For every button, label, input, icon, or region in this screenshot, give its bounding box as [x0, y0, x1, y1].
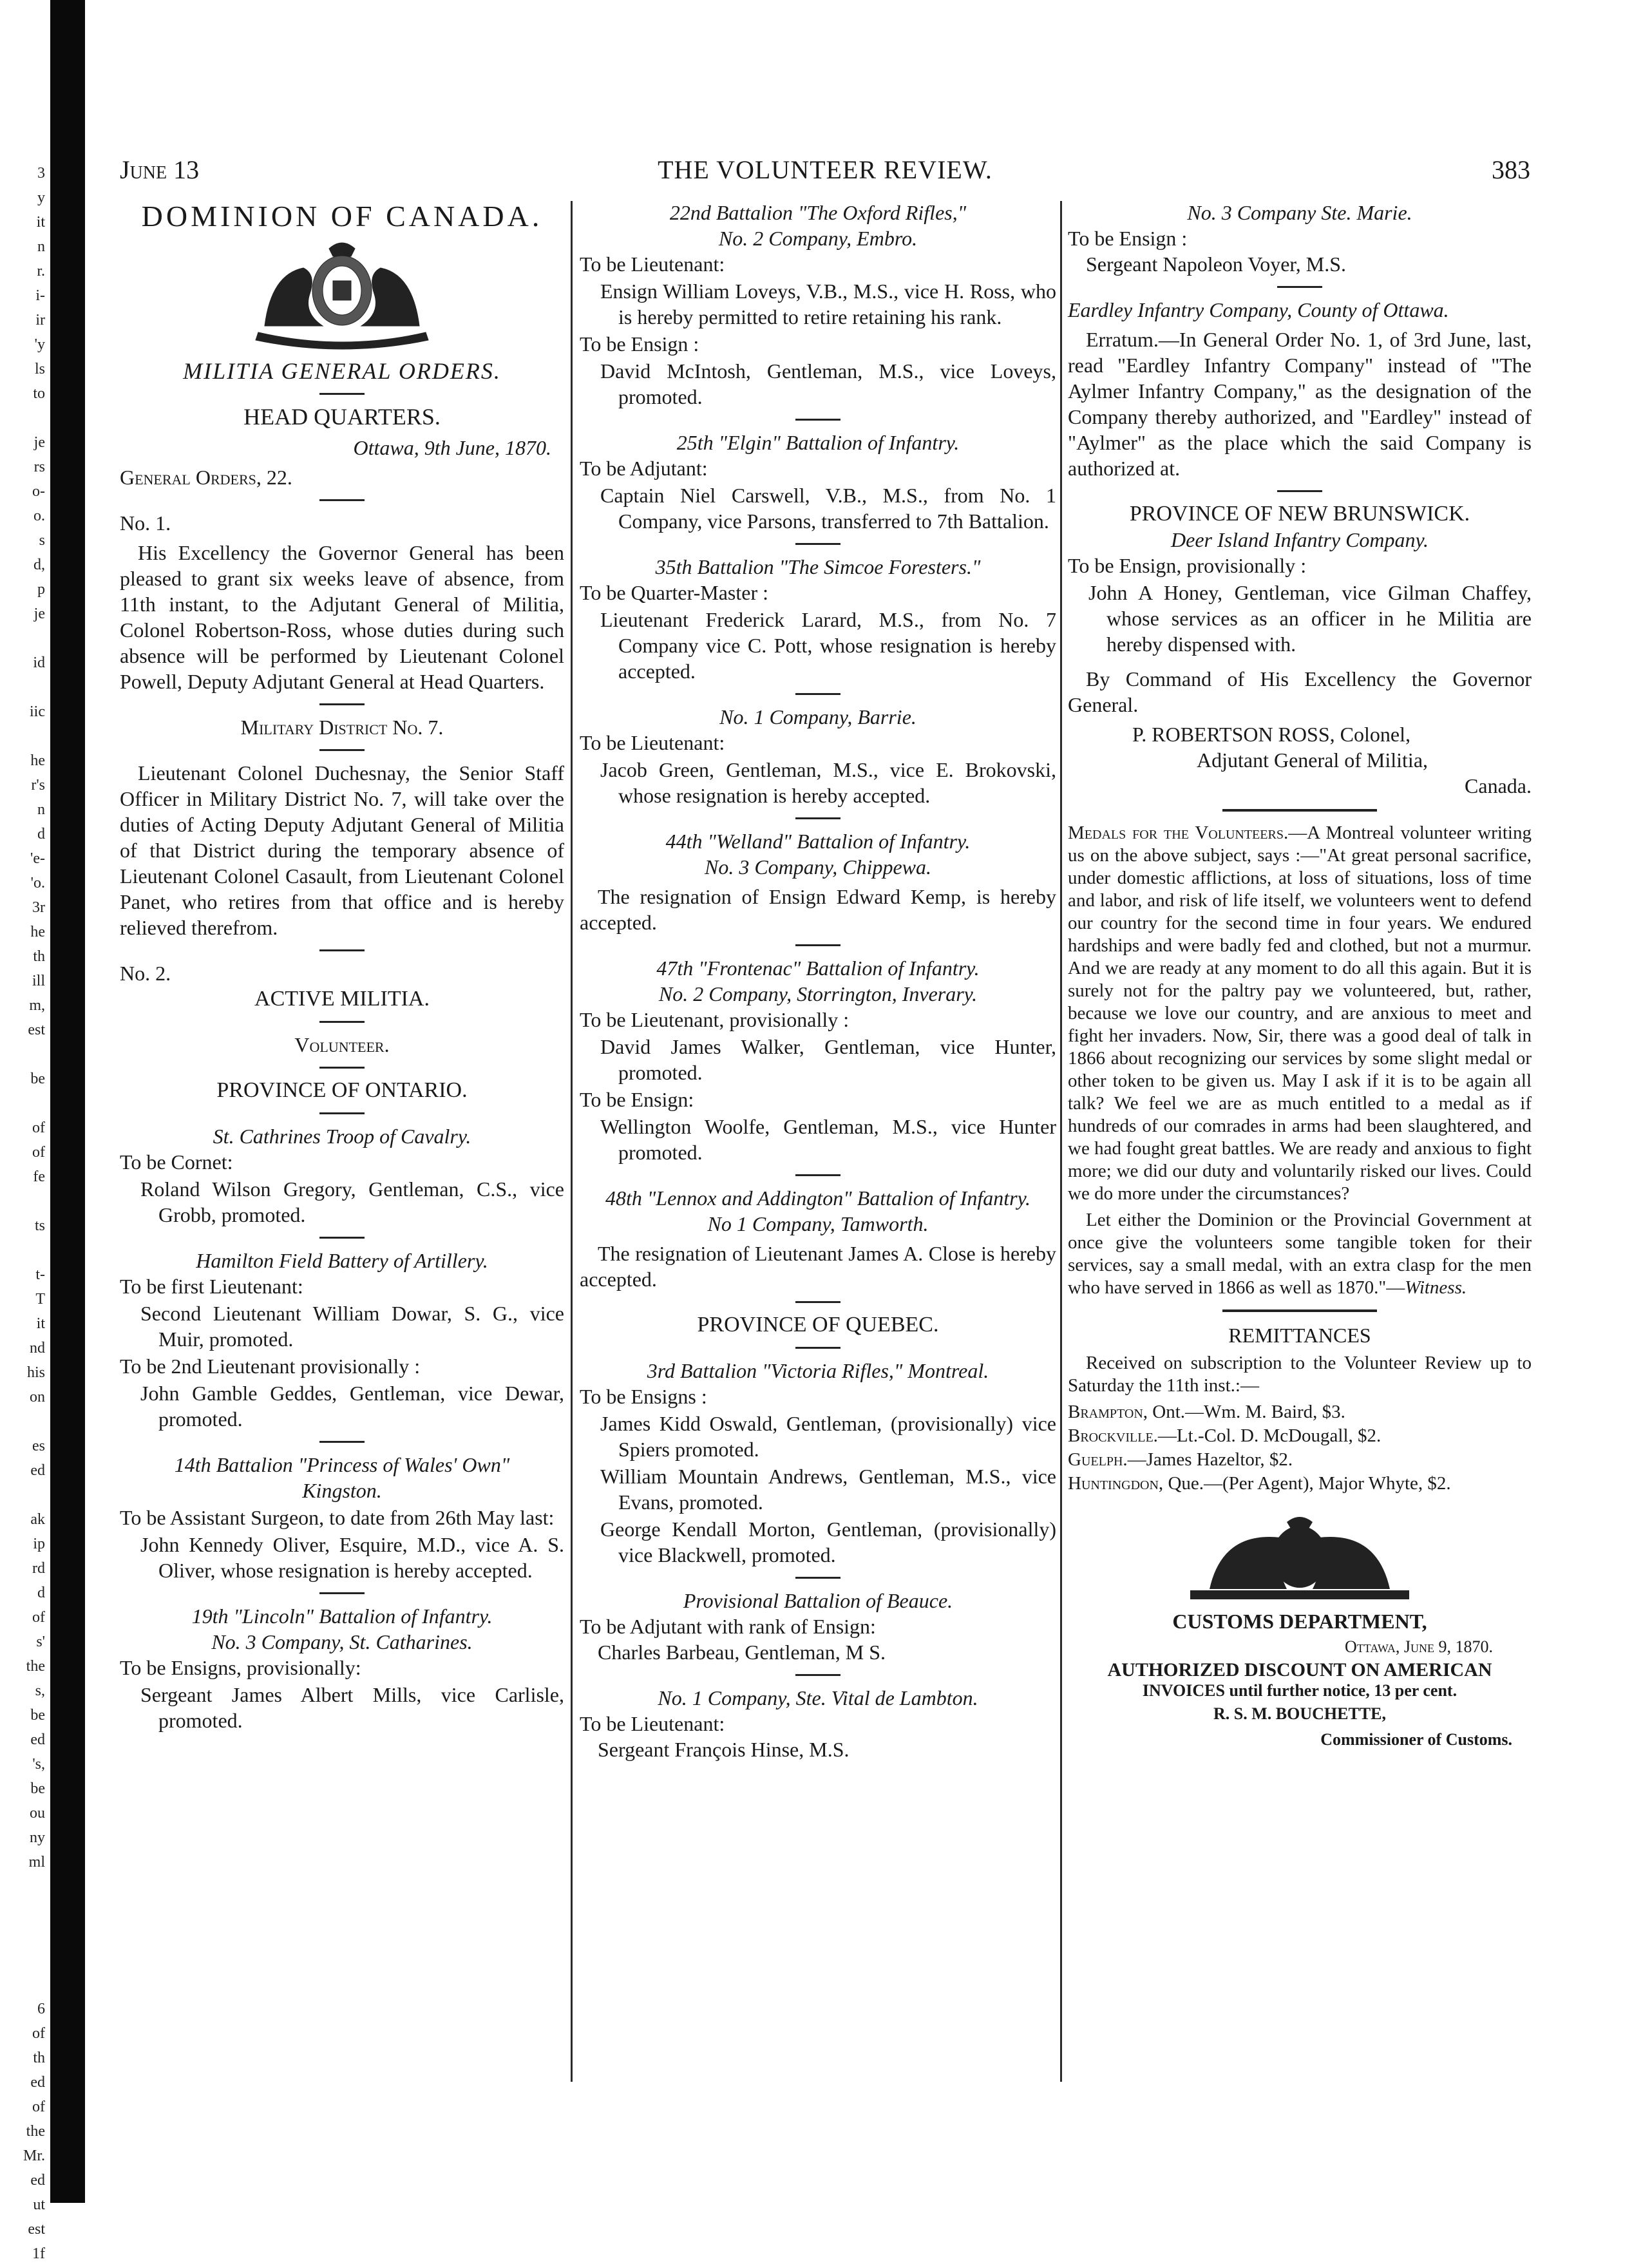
margin-fragment: 'e- — [30, 850, 45, 867]
margin-fragment: his — [26, 1364, 45, 1381]
margin-fragment — [0, 1899, 49, 1923]
margin-fragment: y — [37, 189, 45, 206]
medals-source: Witness. — [1405, 1277, 1467, 1298]
unit-heading: 3rd Battalion "Victoria Rifles," Montreal. — [647, 1359, 989, 1382]
order-number: No. 1. — [120, 511, 171, 535]
margin-fragment — [0, 1483, 49, 1507]
divider — [795, 419, 840, 421]
remittances-heading: REMITTANCES — [1228, 1324, 1371, 1347]
divider — [795, 944, 840, 946]
customs-heading: CUSTOMS DEPARTMENT, — [1172, 1610, 1427, 1633]
company-heading: No. 3 Company, St. Catharines. — [211, 1630, 473, 1653]
divider — [319, 749, 365, 751]
remittance-entry — [1068, 1401, 1532, 1423]
margin-fragment: T — [35, 1291, 45, 1308]
divider — [795, 817, 840, 819]
margin-fragment: of — [32, 2099, 45, 2115]
appointment-label: To be 2nd Lieutenant provisionally : — [120, 1355, 421, 1378]
unit-heading: 44th "Welland" Battalion of Infantry. — [665, 830, 971, 853]
hq-heading: HEAD QUARTERS. — [243, 404, 441, 430]
divider — [1222, 1309, 1377, 1312]
column-2 — [580, 200, 1056, 1762]
margin-fragment: s' — [36, 1633, 45, 1650]
appointment-label: To be Adjutant: — [580, 457, 708, 480]
binding-spine — [50, 0, 85, 2203]
unit-heading: 35th Battalion "The Simcoe Foresters." — [655, 555, 981, 578]
margin-fragment: ak — [30, 1511, 45, 1528]
remittances-intro: Received on subscription to the Volunteer Review up to Saturday the 11th inst.:— — [1068, 1353, 1532, 1396]
order-text: Lieutenant Colonel Duchesnay, the Senior Staff Officer in Military District No. 7, will take over the duties of Acting Deputy Adjutant General of Militia of that District during the temporary absence of Lieutenant Colonel Casault, from Lieutenant Colonel Panet, who retires from that office and is hereby relieved therefrom. — [120, 761, 564, 939]
issue-date: June 13 — [120, 155, 200, 184]
province-heading: PROVINCE OF QUEBEC. — [697, 1313, 939, 1337]
medals-heading: Medals for the Volunteers. — [1068, 823, 1289, 843]
appointment-text: William Mountain Andrews, Gentleman, M.S., vice Evans, promoted. — [600, 1465, 1056, 1514]
margin-fragment: je — [33, 605, 45, 622]
company-heading: No. 2 Company, Embro. — [718, 227, 918, 250]
divider — [1277, 490, 1322, 492]
divider — [319, 1441, 365, 1443]
margin-fragment — [0, 626, 49, 651]
margin-fragment: it — [36, 1315, 45, 1332]
margin-fragment: 1f — [32, 2245, 45, 2262]
margin-fragment: 's, — [32, 1756, 45, 1773]
margin-fragment: s, — [35, 1682, 45, 1699]
margin-fragment: r's — [31, 777, 45, 794]
appointment-label: To be Quarter-Master : — [580, 581, 768, 604]
appointment-text: James Kidd Oswald, Gentleman, (provisionally) vice Spiers promoted. — [600, 1412, 1056, 1461]
margin-fragment: the — [26, 1658, 45, 1675]
masthead: DOMINION OF CANADA. — [141, 200, 543, 233]
unit-heading: Provisional Battalion of Beauce. — [683, 1589, 953, 1612]
unit-heading: Deer Island Infantry Company. — [1171, 528, 1429, 551]
unit-heading: 22nd Battalion "The Oxford Rifles," — [669, 201, 967, 224]
divider — [795, 1674, 840, 1676]
remittance-detail: —James Hazeltor, $2. — [1127, 1449, 1293, 1470]
divider — [795, 543, 840, 545]
appointment-text: David McIntosh, Gentleman, M.S., vice Loveys, promoted. — [600, 359, 1056, 408]
section-subheading: Volunteer. — [294, 1033, 390, 1056]
margin-fragment: i- — [35, 287, 45, 304]
margin-fragment: 3r — [32, 899, 45, 916]
margin-fragment: ip — [33, 1536, 45, 1552]
divider — [1277, 286, 1322, 288]
divider — [319, 1067, 365, 1069]
margin-fragment: n — [37, 801, 45, 818]
divider — [319, 1592, 365, 1594]
medals-text: —A Montreal volunteer writing us on the above subject, says :—"At great personal sacrifice, under domestic afflictions, at loss of situations, loss of time and labor, and risk of life itself, we volunteers went to defend our country for the second time in four years. We endured hardships and were badly fed and clothed, but not a murmur. And we are ready at any moment to do all this again. But it is surely not for the paltry pay we volunteered, but, rather, because we love our country, and are anxious to meet and fight her invaders. Now, Sir, there was a good deal of talk in 1866 about recognizing our services by some slight medal or other token to be given us. May I ask if it is to be again all talk? We feel we are as much entitled to a medal as if hundreds of our comrades in arms had been slaughtered, and we had fought great battles. We are ready and anxious to fight more; we did our duty and voluntarily risked our lives. Could we do more under the circumstances? — [1068, 823, 1532, 1204]
medals-article — [1068, 822, 1532, 1205]
margin-fragment: Mr. — [23, 2147, 45, 2164]
margin-fragment: 6 — [37, 2001, 45, 2017]
appointment-label: To be Ensign, provisionally : — [1068, 554, 1307, 577]
appointment-text: Wellington Woolfe, Gentleman, M.S., vice Hunter promoted. — [600, 1115, 1056, 1164]
remittance-entry — [1068, 1472, 1532, 1495]
margin-fragment: be — [30, 1780, 45, 1797]
divider — [319, 949, 365, 951]
margin-fragment: nd — [30, 1340, 45, 1357]
appointment-text: Lieutenant Frederick Larard, M.S., from No. 7 Company vice C. Pott, whose resignation is hereby accepted. — [600, 608, 1056, 683]
margin-fragment: ill — [32, 973, 45, 989]
appointment-label: To be Ensign : — [580, 332, 699, 356]
remittance-detail: Ont.—Wm. M. Baird, $3. — [1148, 1402, 1345, 1422]
divider — [795, 1301, 840, 1303]
remittances-list — [1068, 1401, 1532, 1495]
medals-article-continued — [1068, 1209, 1532, 1299]
margin-fragment: t- — [35, 1266, 45, 1283]
margin-fragment — [0, 1189, 49, 1214]
appointment-label: To be Lieutenant: — [580, 731, 725, 754]
margin-fragment: 'y — [34, 336, 45, 353]
appointment-label: To be Ensigns, provisionally: — [120, 1656, 361, 1679]
margin-fragment: d — [37, 826, 45, 843]
remittance-place: Brockville. — [1068, 1425, 1158, 1446]
remittance-detail: —Lt.-Col. D. McDougall, $2. — [1157, 1425, 1381, 1446]
margin-fragment: r. — [37, 263, 45, 280]
margin-fragment: th — [33, 948, 45, 965]
margin-fragment: est — [28, 1022, 45, 1038]
margin-fragment — [0, 1238, 49, 1262]
royal-arms-crest-icon — [220, 236, 464, 345]
company-heading: No. 2 Company, Storrington, Inverary. — [658, 982, 978, 1005]
margin-fragment — [0, 1948, 49, 1972]
remittance-place: Huntingdon, — [1068, 1473, 1164, 1494]
customs-notice-line1: AUTHORIZED DISCOUNT ON AMERICAN — [1107, 1659, 1492, 1680]
order-number: No. 2. — [120, 962, 171, 985]
divider — [319, 1237, 365, 1239]
divider — [319, 1112, 365, 1114]
appointment-label: To be Lieutenant: — [580, 252, 725, 276]
margin-fragment: ed — [30, 1731, 45, 1748]
margin-fragment: ml — [28, 1854, 45, 1871]
appointment-label: To be Assistant Surgeon, to date from 26th May last: — [120, 1506, 555, 1529]
appointment-text: Second Lieutenant William Dowar, S. G., vice Muir, promoted. — [140, 1302, 564, 1351]
margin-fragment — [0, 1972, 49, 1997]
remittance-entry — [1068, 1449, 1532, 1471]
appointment-text: George Kendall Morton, Gentleman, (provisionally) vice Blackwell, promoted. — [600, 1518, 1056, 1566]
margin-fragment: be — [30, 1707, 45, 1724]
appointment-text: David James Walker, Gentleman, vice Hunter, promoted. — [600, 1035, 1056, 1084]
margin-fragment — [0, 675, 49, 700]
margin-fragment: ut — [33, 2196, 45, 2213]
margin-fragment: ir — [35, 312, 45, 328]
margin-fragment: of — [32, 1119, 45, 1136]
remittance-detail: Que.—(Per Agent), Major Whyte, $2. — [1163, 1473, 1451, 1494]
margin-fragment: of — [32, 1609, 45, 1626]
signature-name: P. ROBERTSON ROSS, Colonel, — [1132, 723, 1410, 746]
newspaper-title: THE VOLUNTEER REVIEW. — [658, 155, 992, 184]
company-heading: No. 1 Company, Ste. Vital de Lambton. — [658, 1686, 978, 1709]
margin-fragment: p — [37, 581, 45, 598]
margin-fragment: iic — [30, 703, 45, 720]
margin-fragment: he — [30, 924, 45, 940]
margin-fragment: be — [30, 1071, 45, 1087]
appointment-text: The resignation of Ensign Edward Kemp, is hereby accepted. — [580, 885, 1056, 934]
divider — [319, 499, 365, 501]
appointment-text: Jacob Green, Gentleman, M.S., vice E. Brokovski, whose resignation is hereby accepted. — [600, 758, 1056, 807]
appointment-label: To be first Lieutenant: — [120, 1275, 303, 1298]
appointment-label: To be Cornet: — [120, 1150, 233, 1174]
medals-text: Let either the Dominion or the Provincial Government at once give the volunteers some tangible token for their services, say a small medal, with an extra clasp for the men who have served in 1866 as well as 1870."— — [1068, 1210, 1532, 1298]
column-1 — [120, 200, 564, 1735]
margin-fragment — [0, 1042, 49, 1067]
margin-fragment: rs — [33, 459, 45, 475]
appointment-text: Sergeant François Hinse, M.S. — [598, 1738, 850, 1761]
remittance-place: Brampton, — [1068, 1402, 1148, 1422]
margin-fragment: id — [33, 654, 45, 671]
divider — [795, 1174, 840, 1176]
column-3 — [1068, 200, 1532, 1753]
unit-heading: 25th "Elgin" Battalion of Infantry. — [676, 431, 960, 454]
divider — [319, 393, 365, 395]
margin-fragment: o. — [33, 508, 45, 524]
unit-heading: Kingston. — [302, 1479, 382, 1502]
margin-fragment — [0, 1874, 49, 1899]
margin-fragment: est — [28, 2221, 45, 2238]
appointment-text: Sergeant Napoleon Voyer, M.S. — [1086, 252, 1347, 276]
royal-arms-emblem-icon — [1132, 1512, 1467, 1602]
signature-title: Adjutant General of Militia, — [1197, 748, 1429, 772]
margin-fragment: ed — [30, 2172, 45, 2189]
unit-heading: 19th "Lincoln" Battalion of Infantry. — [191, 1604, 493, 1628]
district-heading: Military District No. 7. — [240, 716, 444, 739]
appointment-label: To be Ensigns : — [580, 1385, 707, 1408]
appointment-text: Sergeant James Albert Mills, vice Carlisle, promoted. — [140, 1683, 564, 1732]
province-heading: PROVINCE OF NEW BRUNSWICK. — [1129, 502, 1470, 526]
command-text: By Command of His Excellency the Governor General. — [1068, 667, 1532, 716]
divider — [319, 1021, 365, 1023]
margin-fragment: m, — [29, 997, 45, 1014]
appointment-label: To be Lieutenant, provisionally : — [580, 1008, 850, 1031]
margin-fragment: of — [32, 2025, 45, 2042]
unit-heading: 14th Battalion "Princess of Wales' Own" — [174, 1453, 510, 1476]
appointment-label: To be Adjutant with rank of Ensign: — [580, 1615, 876, 1638]
margin-fragment: 3 — [37, 165, 45, 182]
signature-place: Canada. — [1465, 774, 1532, 797]
margin-fragment — [0, 1409, 49, 1434]
margin-fragment — [0, 1091, 49, 1116]
orders-title: MILITIA GENERAL ORDERS. — [183, 358, 501, 384]
erratum-text: Erratum.—In General Order No. 1, of 3rd June, last, read "Eardley Infantry Company" instead of "The Aylmer Infantry Company," as the designation of the Company thereby authorized, and "Eardley" instead of "Aylmer" as the place which the said Company is authorized at. — [1068, 328, 1532, 480]
remittance-entry — [1068, 1425, 1532, 1447]
margin-fragment: he — [30, 752, 45, 769]
customs-signature-title: Commissioner of Customs. — [1320, 1730, 1512, 1749]
divider — [319, 703, 365, 705]
margin-fragment: on — [30, 1389, 45, 1405]
unit-heading: Eardley Infantry Company, County of Ottawa. — [1068, 298, 1449, 321]
unit-heading: Hamilton Field Battery of Artillery. — [196, 1249, 488, 1272]
margin-fragment: rd — [32, 1560, 45, 1577]
margin-fragment: to — [33, 385, 45, 402]
appointment-text: John A Honey, Gentleman, vice Gilman Chaffey, whose services as an officer in he Militia are hereby dispensed with. — [1088, 581, 1532, 656]
page-header — [120, 155, 1530, 193]
divider — [795, 693, 840, 695]
general-orders-number: General Orders, 22. — [120, 466, 292, 489]
margin-fragment — [0, 406, 49, 430]
margin-fragment: ls — [34, 361, 45, 377]
margin-fragments — [0, 161, 49, 2262]
company-heading: No. 1 Company, Barrie. — [719, 705, 916, 728]
margin-fragment: es — [32, 1438, 45, 1454]
margin-fragment: n — [37, 238, 45, 255]
margin-fragment: ed — [30, 1462, 45, 1479]
company-heading: No 1 Company, Tamworth. — [707, 1212, 929, 1235]
margin-fragment: o- — [32, 483, 45, 500]
unit-heading: 47th "Frontenac" Battalion of Infantry. — [656, 957, 980, 980]
appointment-text: Captain Niel Carswell, V.B., M.S., from No. 1 Company, vice Parsons, transferred to 7th Battalion. — [600, 484, 1056, 533]
appointment-text: John Kennedy Oliver, Esquire, M.D., vice A. S. Oliver, whose resignation is hereby accepted. — [140, 1533, 564, 1582]
company-heading: No. 3 Company, Chippewa. — [704, 855, 931, 879]
customs-notice-line2: INVOICES until further notice, 13 per cent. — [1142, 1681, 1457, 1700]
customs-date: Ottawa, June 9, 1870. — [1345, 1637, 1493, 1656]
appointment-label: To be Lieutenant: — [580, 1712, 725, 1735]
margin-fragment: ed — [30, 2074, 45, 2091]
column-rule — [1060, 201, 1062, 2082]
appointment-text: Charles Barbeau, Gentleman, M S. — [598, 1641, 886, 1664]
margin-fragment: ny — [30, 1829, 45, 1846]
margin-fragment: je — [33, 434, 45, 451]
divider — [795, 1577, 840, 1579]
company-heading: No. 3 Company Ste. Marie. — [1187, 201, 1412, 224]
section-heading: ACTIVE MILITIA. — [254, 987, 430, 1011]
margin-fragment: th — [33, 2050, 45, 2066]
unit-heading: 48th "Lennox and Addington" Battalion of Infantry. — [605, 1186, 1031, 1210]
margin-fragment: ou — [30, 1805, 45, 1822]
margin-fragment: s — [39, 532, 45, 549]
margin-fragment: ts — [34, 1217, 45, 1234]
province-heading: PROVINCE OF ONTARIO. — [216, 1078, 468, 1102]
margin-fragment — [0, 724, 49, 748]
divider — [795, 1347, 840, 1349]
order-text: His Excellency the Governor General has been pleased to grant six weeks leave of absence, from 11th instant, to the Adjutant General of Militia, Colonel Robertson-Ross, whose duties during such absence will be performed by Lieutenant Colonel Powell, Deputy Adjutant General at Head Quarters. — [120, 541, 564, 693]
margin-fragment — [0, 1923, 49, 1948]
margin-fragment: d — [37, 1585, 45, 1601]
dateline: Ottawa, 9th June, 1870. — [353, 436, 551, 459]
customs-signature-name: R. S. M. BOUCHETTE, — [1213, 1704, 1386, 1723]
margin-fragment: 'o. — [30, 875, 45, 891]
appointment-label: To be Ensign : — [1068, 227, 1188, 250]
column-rule — [571, 201, 573, 2082]
appointment-text: Roland Wilson Gregory, Gentleman, C.S., vice Grobb, promoted. — [140, 1177, 564, 1226]
appointment-text: John Gamble Geddes, Gentleman, vice Dewar, promoted. — [140, 1382, 564, 1431]
appointment-text: The resignation of Lieutenant James A. Close is hereby accepted. — [580, 1242, 1056, 1291]
page-number: 383 — [1492, 155, 1530, 184]
remittance-place: Guelph. — [1068, 1449, 1128, 1470]
margin-fragment: fe — [33, 1168, 45, 1185]
unit-heading: St. Cathrines Troop of Cavalry. — [213, 1125, 471, 1148]
margin-fragment: d, — [33, 557, 45, 573]
margin-fragment: it — [36, 214, 45, 231]
appointment-text: Ensign William Loveys, V.B., M.S., vice H. Ross, who is hereby permitted to retire retaining his rank. — [600, 280, 1056, 328]
divider — [1222, 809, 1377, 812]
margin-fragment: the — [26, 2123, 45, 2140]
appointment-label: To be Ensign: — [580, 1088, 694, 1111]
margin-fragment: of — [32, 1144, 45, 1161]
